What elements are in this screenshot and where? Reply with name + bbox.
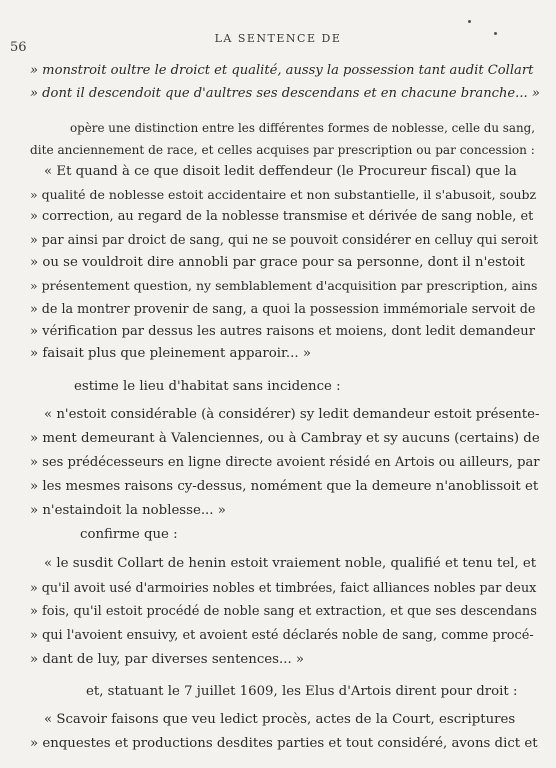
text-line: dite anciennement de race, et celles acquises par prescription ou par concession : (30, 143, 535, 157)
text-line: « n'estoit considérable (à considérer) sy ledit demandeur estoit présente- (44, 407, 540, 422)
text-line: » ment demeurant à Valenciennes, ou à Cambray et sy aucuns (certains) de (30, 431, 540, 446)
text-line: » dant de luy, par diverses sentences... » (30, 652, 305, 667)
text-line: » par ainsi par droict de sang, qui ne se pouvoit considérer en celluy qui seroit (30, 232, 538, 247)
text-line: » monstroit oultre le droict et qualité, aussy la possession tant audit Collart (30, 63, 534, 78)
page-number: 56 (10, 40, 27, 55)
text-line: « Scavoir faisons que veu ledict procès, actes de la Court, escriptures (44, 712, 516, 727)
text-line: » fois, qu'il estoit procédé de noble sang et extraction, et que ses descendans (30, 604, 537, 619)
text-line: et, statuant le 7 juillet 1609, les Elus d'Artois dirent pour droit : (86, 684, 518, 699)
ink-speck (468, 20, 471, 23)
ink-speck (494, 32, 497, 35)
text-line: » présentement question, ny semblablement d'acquisition par prescription, ains (30, 278, 538, 293)
text-line: » faisait plus que pleinement apparoir... » (30, 346, 311, 361)
text-line: « le susdit Collart de henin estoit vraiement noble, qualifié et tenu tel, et (44, 556, 537, 571)
running-title: LA SENTENCE DE (214, 32, 342, 45)
text-line: » les mesmes raisons cy-dessus, nomément que la demeure n'anoblissoit et (30, 479, 539, 494)
text-line: » qu'il avoit usé d'armoiries nobles et timbrées, faict alliances nobles par deux (30, 580, 537, 595)
text-line: opère une distinction entre les différentes formes de noblesse, celle du sang, (70, 121, 536, 135)
text-line: » enquestes et productions desdites parties et tout considéré, avons dict et (30, 736, 538, 751)
text-line: » n'estaindoit la noblesse... » (30, 503, 226, 518)
text-line: estime le lieu d'habitat sans incidence : (74, 379, 341, 394)
text-line: « Et quand à ce que disoit ledit deffendeur (le Procureur fiscal) que la (44, 164, 517, 179)
text-line: » dont il descendoit que d'aultres ses descendans et en chacune branche... » (30, 86, 540, 101)
text-line: » qui l'avoient ensuivy, et avoient esté déclarés noble de sang, comme procé- (30, 628, 534, 643)
text-line: » vérification par dessus les autres raisons et moiens, dont ledit demandeur (30, 324, 535, 339)
text-line: » qualité de noblesse estoit accidentaire et non substantielle, il s'abusoit, soubz (30, 187, 537, 202)
text-line: » de la montrer provenir de sang, a quoi la possession immémoriale servoit de (30, 301, 536, 316)
text-line: » correction, au regard de la noblesse transmise et dérivée de sang noble, et (30, 209, 534, 224)
text-line: » ses prédécesseurs en ligne directe avoient résidé en Artois ou ailleurs, par (30, 455, 540, 470)
text-line: confirme que : (80, 527, 178, 542)
text-line: » ou se vouldroit dire annobli par grace pour sa personne, dont il n'estoit (30, 255, 525, 270)
